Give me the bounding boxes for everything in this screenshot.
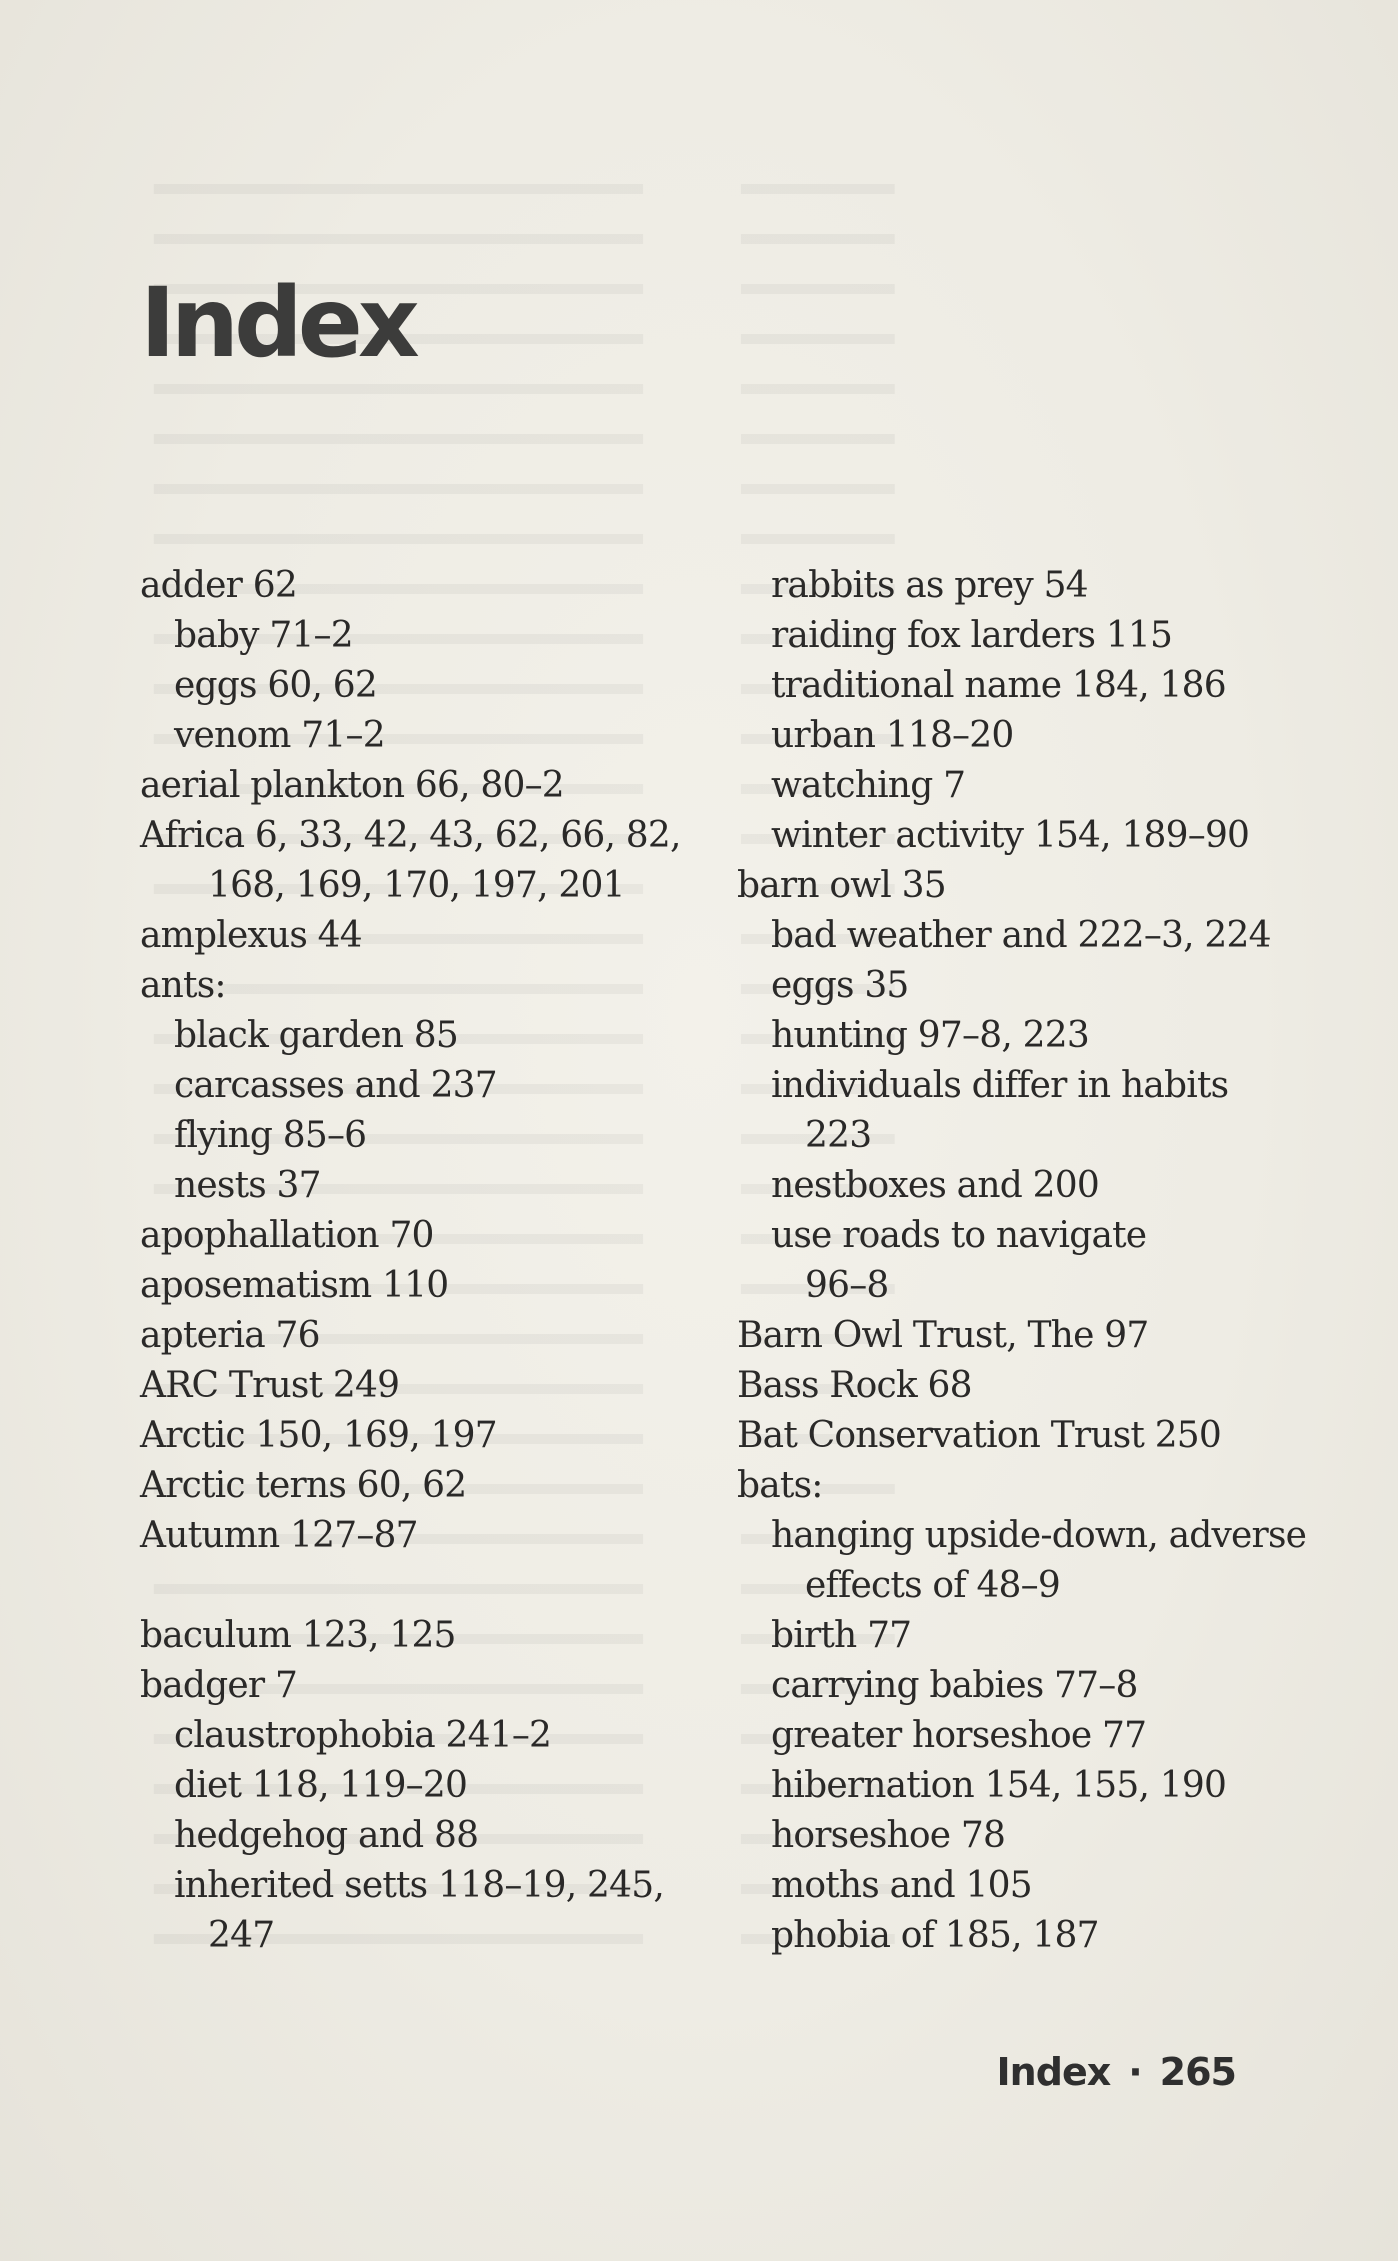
index-subentry: nestboxes and 200 [771, 1165, 1099, 1206]
index-entry: Africa 6, 33, 42, 43, 62, 66, 82, [140, 815, 681, 856]
index-entry: Autumn 127–87 [140, 1515, 418, 1556]
index-entry: Barn Owl Trust, The 97 [737, 1315, 1149, 1356]
index-entry: baculum 123, 125 [140, 1615, 456, 1656]
index-subentry: moths and 105 [771, 1865, 1032, 1906]
index-entry: Arctic 150, 169, 197 [140, 1415, 497, 1456]
page-title: Index [140, 267, 415, 379]
page-number: 265 [1159, 2050, 1236, 2094]
index-entry: Bass Rock 68 [737, 1365, 972, 1406]
index-subentry: phobia of 185, 187 [771, 1915, 1099, 1956]
index-entry: bats: [737, 1465, 823, 1506]
index-subentry: carrying babies 77–8 [771, 1665, 1138, 1706]
index-subentry: eggs 60, 62 [174, 665, 378, 706]
index-subentry: rabbits as prey 54 [771, 565, 1088, 606]
index-entry: badger 7 [140, 1665, 298, 1706]
index-subentry: diet 118, 119–20 [174, 1765, 468, 1806]
index-subentry: hanging upside-down, adverse [771, 1515, 1307, 1556]
index-subentry: raiding fox larders 115 [771, 615, 1173, 656]
index-subentry: use roads to navigate [771, 1215, 1147, 1256]
index-entry: Arctic terns 60, 62 [140, 1465, 467, 1506]
index-subentry: traditional name 184, 186 [771, 665, 1226, 706]
running-footer [997, 2050, 1236, 2094]
index-subentry: horseshoe 78 [771, 1815, 1006, 1856]
index-subentry: hedgehog and 88 [174, 1815, 479, 1856]
index-subentry: hibernation 154, 155, 190 [771, 1765, 1227, 1806]
index-entry: barn owl 35 [737, 865, 946, 906]
index-subentry: individuals differ in habits [771, 1065, 1229, 1106]
index-continuation: 96–8 [805, 1265, 889, 1306]
index-subentry: claustrophobia 241–2 [174, 1715, 552, 1756]
index-subentry: carcasses and 237 [174, 1065, 497, 1106]
index-continuation: effects of 48–9 [805, 1565, 1060, 1606]
index-subentry: baby 71–2 [174, 615, 353, 656]
index-entry: amplexus 44 [140, 915, 362, 956]
index-subentry: eggs 35 [771, 965, 909, 1006]
index-continuation: 247 [208, 1915, 275, 1956]
index-entry: aposematism 110 [140, 1265, 449, 1306]
index-subentry: flying 85–6 [174, 1115, 367, 1156]
index-entry: ants: [140, 965, 226, 1006]
index-subentry: nests 37 [174, 1165, 321, 1206]
index-subentry: inherited setts 118–19, 245, [174, 1865, 664, 1906]
index-subentry: urban 118–20 [771, 715, 1014, 756]
section-gap [140, 1561, 681, 1611]
index-subentry: hunting 97–8, 223 [771, 1015, 1089, 1056]
index-entry: apteria 76 [140, 1315, 320, 1356]
index-subentry: winter activity 154, 189–90 [771, 815, 1250, 856]
index-column-right [737, 561, 1306, 1961]
index-entry: ARC Trust 249 [140, 1365, 400, 1406]
footer-separator: · [1128, 2050, 1142, 2094]
index-subentry: watching 7 [771, 765, 966, 806]
index-continuation: 223 [805, 1115, 872, 1156]
index-subentry: birth 77 [771, 1615, 912, 1656]
index-entry: adder 62 [140, 565, 297, 606]
index-subentry: bad weather and 222–3, 224 [771, 915, 1271, 956]
index-subentry: black garden 85 [174, 1015, 458, 1056]
index-entry: aerial plankton 66, 80–2 [140, 765, 564, 806]
footer-section: Index [996, 2050, 1111, 2094]
index-column-left [140, 561, 681, 1961]
index-entry: Bat Conservation Trust 250 [737, 1415, 1222, 1456]
index-continuation: 168, 169, 170, 197, 201 [208, 865, 625, 906]
index-subentry: greater horseshoe 77 [771, 1715, 1147, 1756]
index-subentry: venom 71–2 [174, 715, 385, 756]
index-entry: apophallation 70 [140, 1215, 434, 1256]
